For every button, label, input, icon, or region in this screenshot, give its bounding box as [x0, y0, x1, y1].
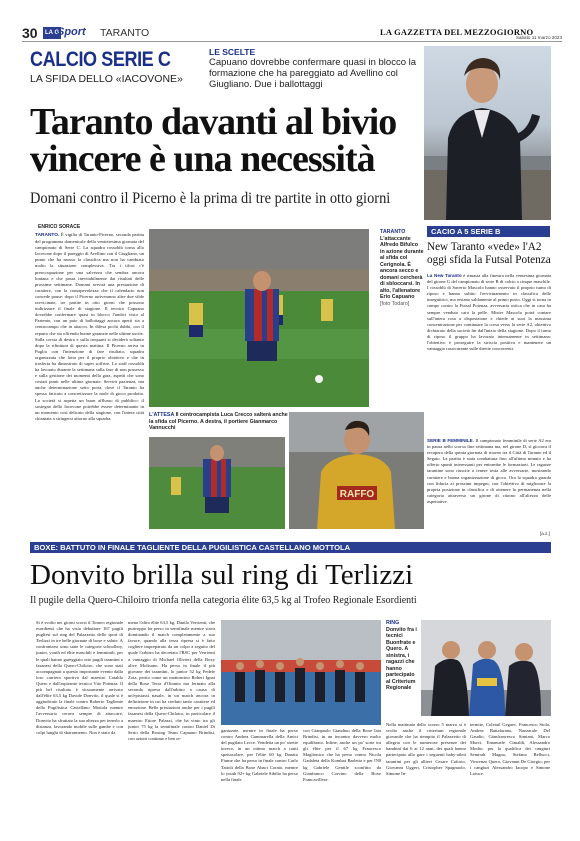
photo2-caption	[149, 412, 289, 432]
coach-figure	[424, 46, 551, 220]
photo2-caption-text: Il centrocampista Luca Crecco salterà anche la sfida col Picerno. A destra, il portiere Gianmarco Vannucchi	[149, 412, 288, 431]
crecco-figure	[149, 437, 285, 529]
byline: ENRICO SORACE	[38, 224, 81, 230]
calcio5-women-body	[427, 438, 551, 530]
ring-caption-text: Donvito fra i tecnici Buonfrate e Quero. A sinistra, i ragazzi che hanno partecipato al Criterium Regionale	[386, 626, 417, 691]
main-body-text: È vigilia di Taranto-Picerno, seconda partita del programma domenicale della ventottesima giornata del campionato di Serie C. La squadra rossoblù torna allo Iacovone dopo il pareggio di Avellino con il Giugliano, un punto che ha mosso la classifica ma non ha cambiato molto la situazione complessiva. Tra i tifosi c'è preoccupazione per una salvezza che sembra ancora lontana e che passa inevitabilmente dai risultati delle prossime settimane. Domani servirà una prestazione di carattere, con la consapevolezza che il calendario non concede pause: dopo il Picerno arriveranno altre due sfide ravvicinate, tre partite in otto giorni che possono indirizzare il finale di stagione. Il tecnico Capuano dovrebbe confermare quasi in blocco l'undici visto al Partenio, con un paio di ballottaggi ancora aperti sia a centrocampo che in attacco. In difesa pochi dubbi, con il reparto che sta offrendo buone garanzie nelle ultime uscite. Sulla corsia di destra e sulla trequarti si deciderà soltanto dopo la rifinitura di questa mattina. Il Picerno arriva in Puglia con l'intenzione di fare risultato, squadra organizzata che lotta per il proprio obiettivo e che in trasferta ha dimostrato di saper soffrire. Lo staff rossoblù ha lavorato durante la settimana sulla fase di non possesso e sulla gestione dei momenti della gara, aspetti che sono costati punti nelle ultime giornate. Servirà pazienza, ma anche determinazione sotto porta, dove il Taranto ha spesso faticato a concretizzare la mole di gioco prodotta. La società si aspetta un buon afflusso di pubblico: il sostegno dello Iacovone potrebbe essere determinante in un momento così delicato della stagione, con l'intera città chiamata a stringersi attorno alla squadra.	[35, 232, 144, 421]
main-article-body	[35, 232, 144, 524]
photo1-caption-text: L'attaccante Alfredo Bifulco in azione durante al sfida col Cerignola. È ancora secco e domani cercherà di sbloccarsi. In alto, l'allenatore Erio Capuano	[380, 235, 424, 300]
boxe-deck: Il pugile della Quero-Chiloiro trionfa nella categoria élite 63,5 kg al Trofeo Regionale Esordienti	[30, 595, 417, 606]
donvito-trio	[421, 620, 551, 716]
soccer-players	[149, 229, 369, 407]
calcio5-bar: CACIO A 5 SERIE B	[427, 226, 550, 237]
calcio5-headline: New Taranto «vede» l'A2 oggi sfida la Futsal Potenza	[427, 241, 551, 266]
photo1-caption-label: TARANTO	[380, 229, 406, 235]
brand-sport: Sport	[57, 26, 86, 38]
boxe-group-photo	[221, 620, 381, 725]
goalkeeper-figure	[289, 412, 424, 529]
crecco-photo	[149, 437, 285, 529]
match-photo-bifulco	[149, 229, 369, 407]
calcio5-sign: [a.z.]	[540, 531, 550, 536]
section-name: TARANTO	[100, 27, 150, 39]
main-headline: Taranto davanti al bivio vincere è una necessità	[30, 101, 397, 180]
section-kicker-subtitle: LA SFIDA DELLO «IACOVONE»	[30, 73, 183, 85]
section-kicker-title: CALCIO SERIE C	[30, 48, 171, 71]
photo1-credit: [foto Todaro]	[380, 300, 410, 307]
boxe-bar: BOXE: BATTUTO IN FINALE TAGLIENTE DELLA PUGILISTICA CASTELLANO MOTTOLA	[30, 542, 551, 553]
photo2-caption-label: L'ATTESA	[149, 412, 175, 418]
coach-photo	[424, 46, 551, 220]
boxe-headline: Donvito brilla sul ring di Terlizzi	[30, 559, 414, 591]
calcio5-women-lead: SERIE B FEMMINILE.	[427, 438, 474, 443]
page-header	[22, 24, 562, 42]
issue-date: Sabato 11 marzo 2023	[515, 35, 562, 40]
main-lead-word: TARANTO.	[35, 233, 60, 238]
boxe-col4: con Gianpaolo Giaudino della Boxe Iaia Brindisi, in un incontro davvero molto equilibrato. Infine, anche un po' sorte tra gli élite per il 67 kg Francesco Maglionico che ha perso contro Nicola Gadaleta della Kombat Barletta e per l'80 kg Gabriele Gentile sconfitto da Gianfranco Corvino della Boxe Francavillese.	[303, 728, 381, 782]
boxers-group	[221, 620, 381, 725]
boxe-col1: Si è svolto nei giorni scorsi il Torneo regionale esordienti che ha visto debuttare 167 pugili pugliesi sul ring del Palazzetto dello sport di Terlizzi in tre belle giornate di boxe e salute. A confrontarsi sono state le categorie schoolboy, junior, youth ed élite maschili e femminili, per le quali hanno gareggiato otto pugili tarantini e fasanesi della Quero-Chiloiro, che sono stati accompagnati a questo importante evento dalla loro carriera sportiva dal maestro Cataldo Quero e dall'aspirante tecnico Vito Potenza. Il più bel risultato è sicuramente arrivato dall'élite 63,5 kg Davide Donvito, il quale si è aggiudicato la finale contro Roberto Tagliente della Pugilistica Castellano Mottola mentre l'avversario cerava sempre di attaccare, Donvito ha sfruttato la sua altezza per tenerlo a distanza, lavorando mobile sulle gambe e con colpi lunghi di sbarramento. Non è stato da	[36, 620, 123, 735]
ring-caption-label: RING	[386, 620, 400, 626]
calcio5-body	[427, 273, 551, 423]
main-deck: Domani contro il Picerno è la prima di tre partite in otto giorni	[30, 190, 391, 207]
boxe-col6: termite, Coletail Gegaec, Francesco Stola, Andrea Battafarano, Nazzarale Del Gaudio, Gianfrancesco Simiani, Marco Murci, Emanuele Cimaldi, Alessandro Modio; per la qualifica dei cangiuri Semirah Magno, Stefano Bellucci, Vincenzo Quero, Giovanni De Giorgio; per i cangiuri Alessandro Iacopo e Simone Loiuce.	[470, 722, 550, 776]
calcio5-lead-word: La New Taranto	[427, 273, 462, 278]
boxe-col3: ganizzate, mentre in finale ha perso contro Andrea Gammarella della Amici del pugilato Lecce. Vendetta un po' strette invece, in un ottimo match a tratti spettacolare, per l'élite 60 kg Donato Fiume che ha perso in finale contro Carlo Tattoli della Boxe Abaci Corato, mentre lo youth 92+ kg Gabriele Sibilio ha perso nella finale	[221, 728, 298, 782]
boxe-col2: meno l'altro élite 63,5 kg, Danilo Verrienti, che purtroppo ha perso in semifinale mentre stava dominando il match completamente a suo favore, quando alla terza ripresa si è fatto cogliere impreparato da un colpo a seguito del quale l'arbitro ha decretato l'RSC per Verrienti a vantaggio di Michael Olivieri della Boxy alive Molisano. Ha perso in finale il più giovane dei tarantini, lo junior 52 kg Fedele Zoia, perito come un mattoncino Robert Ignat della Boxe Terra d'Otranto ma fermato alla seconda ripresa dall'arbitro a causa di un'epistassi nasale, in un match ancora in definizione in cui ha creduto tanto carattere ed emozione. Belle prestazioni anche per i pugili fasanesi della Quero-Chiloiro, in particolare il maestro Ettore Palazzi, che ha vinto tra gli junior 75 kg la semifinale contro Daniel Di Serio della Boxing Team Capuano Brindisi, con azioni continue e ben or-	[128, 620, 215, 741]
page-number: 30	[22, 25, 38, 41]
calcio5-women-text: Il campionato femminile di serie A2 era in pausa nello scorso fine settimana ma, nel girone D, si giocava il recupero della quinta giornata di ritorno tra il Città di Taranto ed il Segato. La partita è stata combattuta fino all'ultimo minuto e ha offerto spunti interessanti per entrambe le formazioni. Le ragazze tarantine sono riuscite a tenere testa alle avversarie, mostrando carattere e buona organizzazione di gioco. Ora la squadra guarda con fiducia ai prossimi impegni, con l'obiettivo di migliorare la propria posizione in classifica e di ottenere la permanenza nella categoria attraverso un girone di ritorno all'altezza delle aspettative.	[427, 438, 551, 504]
goalkeeper-photo	[289, 412, 424, 529]
calcio5-body-text: è rimasta alla finestra nella ventesima giornata del girone G del campionato di serie B di calcio a cinque maschile. I rossoblù di Saverio Mascolo hanno osservato il proprio turno di riposo e hanno subìto l'avvicinamento in classifica delle inseguitrici, ma restano saldamente al primo posto. Oggi si torna in campo contro la Futsal Potenza, avversaria ostica che in casa ha sempre venduto cara la pelle. Mister Mascolo potrà contare sull'intera rosa a disposizione e chiede ai suoi la massima concentrazione per continuare la corsa verso la serie A2, obiettivo dichiarato della società fin dall'inizio della stagione. Dopo il turno di riposo il gruppo ha lavorato intensamente in settimana: l'obiettivo è proseguire la striscia positiva e mantenere un vantaggio rassicurante sulle dirette concorrenti.	[427, 273, 551, 352]
scelte-label: LE SCELTE	[209, 47, 256, 57]
scelte-text: Capuano dovrebbe confermare quasi in blocco la formazione che ha pareggiato ad Avellino col Giugliano. Due i ballottaggi	[209, 57, 417, 90]
boxe-col5: Nella mattinata dello scorso 5 marzo si è svolto anche il criterium regionale giovanile che ha riempito il Palazzetto di allegria con le numerose presenze dei bambini dai 6 ai 12 anni, dei quali hanno partecipato allo gare i seguenti baby-atleti tarantini per gli allievi Cesare Caforio, Giovanni Uggeri, Cristopher Spagnuolo, Simone In-	[386, 722, 466, 776]
photo1-caption	[380, 229, 424, 307]
ring-caption	[386, 620, 418, 692]
paper-title: LA GAZZETTA DEL MEZZOGIORNO	[380, 27, 534, 37]
brand-logo-box: LA G	[43, 27, 61, 39]
svg-text:RAFFO: RAFFO	[339, 489, 375, 500]
donvito-photo	[421, 620, 551, 716]
